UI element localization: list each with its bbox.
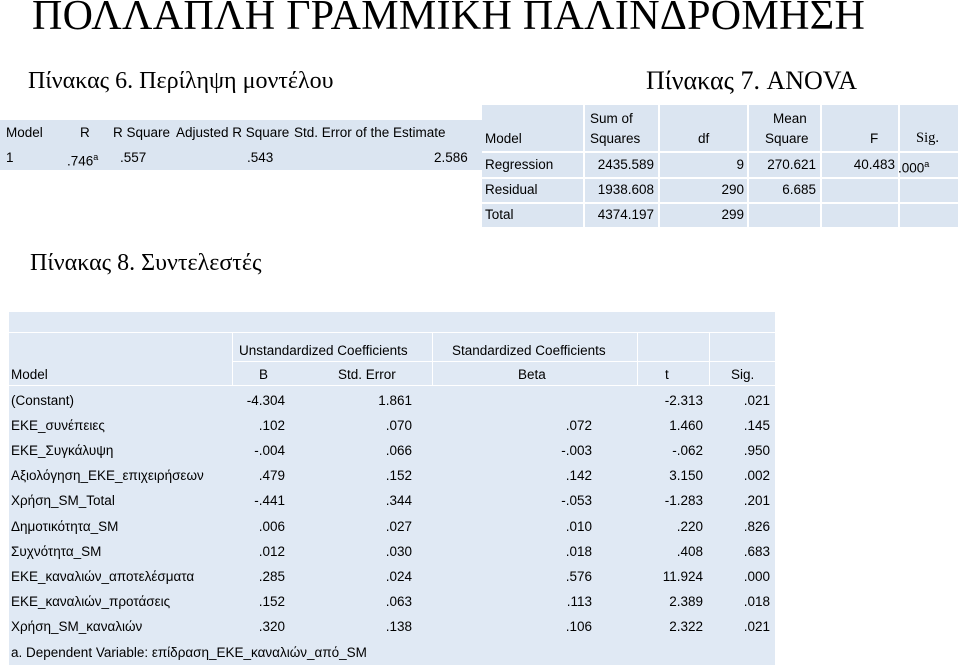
t7-header-sum-sq-2: Squares [590,131,641,146]
t7-row-regression-mean-sq: 270.621 [767,157,816,172]
t6-cell-model: 1 [6,150,14,165]
t8-row-9-se: .138 [385,618,412,634]
t8-row-7-t: 11.924 [662,568,703,584]
t8-row-5-name: Δημοτικότητα_SM [11,518,119,534]
t8-row-6-beta: .018 [565,543,592,559]
t7-row-residual-df: 290 [721,182,744,197]
t8-row-8-se: .063 [385,593,412,609]
t8-row-1-se: .070 [385,418,412,434]
t8-row-9-sig: .021 [743,618,770,634]
t8-row-5-t: .220 [676,518,703,534]
t7-row-residual-model: Residual [485,182,538,197]
t7-header-df: df [698,131,710,146]
t8-row-6-t: .408 [676,543,703,559]
t7-header-model: Model [485,131,522,146]
t8-row-1-beta: .072 [565,418,592,434]
t8-row-1-b: .102 [258,418,285,434]
t8-footnote: a. Dependent Variable: επίδραση_ΕΚΕ_καναλιών_από_SM [11,645,367,660]
t6-cell-r: .746$^a$ [67,152,99,169]
t8-row-2-sig: .950 [743,443,770,459]
t6-header-r: R [80,125,90,140]
t7-row-regression-f: 40.483 [853,157,895,172]
t8-row-4-b: -.441 [254,493,285,509]
t7-row-residual-sum-sq: 1938.608 [597,182,654,197]
t8-header-beta: Beta [518,367,546,382]
t6-cell-r-square: .557 [120,150,147,165]
table7-caption: Πίνακας 7. ANOVA [646,66,857,95]
t8-row-7-b: .285 [258,568,285,584]
anova-table [482,105,958,227]
t8-row-4-beta: -.053 [561,493,592,509]
t8-row-5-b: .006 [258,518,285,534]
t8-header-std-error: Std. Error [338,367,396,382]
t8-row-3-beta: .142 [565,468,592,484]
t8-row-5-sig: .826 [743,518,770,534]
t8-row-8-sig: .018 [743,593,770,609]
t7-row-regression-model: Regression [485,157,554,172]
t8-row-8-t: 2.389 [669,593,703,609]
t8-row-3-se: .152 [385,468,412,484]
t8-row-0-se: 1.861 [378,393,412,408]
t8-row-4-sig: .201 [743,493,770,509]
t8-row-2-t: -.062 [672,443,703,459]
t6-header-adj-r-square: Adjusted R Square [176,125,290,140]
t8-row-3-name: Αξιολόγηση_ΕΚΕ_επιχειρήσεων [11,468,204,484]
t7-header-sig: Sig. [916,130,939,146]
t8-row-2-se: .066 [385,443,412,459]
t7-row-regression-sum-sq: 2435.589 [597,157,654,172]
t8-row-5-se: .027 [385,518,412,534]
t6-cell-adj-r-square: .543 [247,150,274,165]
t6-cell-std-error: 2.586 [434,150,468,165]
t7-header-mean-sq-1: Mean [773,111,807,126]
t8-header-b: B [259,367,269,382]
t8-row-4-t: -1.283 [664,493,703,509]
t8-row-0-name: (Constant) [11,393,75,408]
t7-row-regression-sig: .000$^a$ [898,159,930,176]
t6-header-r-square: R Square [113,125,171,140]
t8-row-2-name: ΕΚΕ_Συγκάλυψη [11,443,114,459]
coefficients-table [9,312,775,665]
t8-row-1-sig: .145 [743,418,770,434]
t8-header-model: Model [11,367,48,382]
t8-row-7-beta: .576 [565,568,592,584]
t8-row-3-sig: .002 [743,468,770,484]
t7-row-total-sum-sq: 4374.197 [597,207,654,222]
t8-row-6-b: .012 [258,543,285,559]
t8-row-3-b: .479 [258,468,285,484]
t7-header-mean-sq-2: Square [765,131,809,146]
t7-header-sum-sq-1: Sum of [590,111,633,126]
t8-row-7-sig: .000 [743,568,770,584]
t8-row-5-beta: .010 [565,518,592,534]
t8-row-4-se: .344 [385,493,412,509]
t7-row-total-model: Total [485,207,514,222]
t7-header-f: F [870,131,879,146]
model-summary-table [0,120,482,170]
table6-caption: Πίνακας 6. Περίληψη μοντέλου [28,68,334,94]
t8-row-3-t: 3.150 [669,468,703,484]
t8-row-7-name: ΕΚΕ_καναλιών_αποτελέσματα [11,568,195,584]
t7-row-regression-df: 9 [736,157,744,172]
t8-row-4-name: Χρήση_SM_Total [11,493,115,509]
t6-header-model: Model [6,125,43,140]
t8-row-0-sig: .021 [743,393,770,408]
t8-header-sig: Sig. [731,367,755,382]
t8-row-9-t: 2.322 [669,618,703,634]
t8-row-2-b: -.004 [254,443,285,459]
t8-row-9-beta: .106 [565,618,592,634]
t8-row-0-b: -4.304 [246,393,285,408]
t8-row-9-name: Χρήση_SM_καναλιών [11,618,143,634]
table8-caption: Πίνακας 8. Συντελεστές [30,250,262,276]
t8-row-8-beta: .113 [566,593,592,609]
t8-row-8-b: .152 [258,593,285,609]
t8-group-standardized: Standardized Coefficients [452,343,606,358]
t8-row-6-name: Συχνότητα_SM [11,543,102,559]
t8-row-1-t: 1.460 [669,418,703,434]
t8-row-7-se: .024 [385,568,412,584]
t8-header-t: t [665,367,669,382]
page-title: ΠΟΛΛΑΠΛΗ ΓΡΑΜΜΙΚΗ ΠΑΛΙΝΔΡΟΜΗΣΗ [32,0,866,39]
t8-row-0-t: -2.313 [664,393,703,408]
t7-row-residual-mean-sq: 6.685 [782,182,816,197]
t8-row-8-name: ΕΚΕ_καναλιών_προτάσεις [11,593,171,609]
t7-row-total-df: 299 [721,207,744,222]
t8-row-1-name: ΕΚΕ_συνέπειες [11,418,105,434]
t6-header-std-error: Std. Error of the Estimate [294,125,446,140]
t8-row-9-b: .320 [258,618,285,634]
t8-group-unstandardized: Unstandardized Coefficients [239,343,408,358]
t8-row-6-se: .030 [385,543,412,559]
t8-row-6-sig: .683 [743,543,770,559]
t8-row-2-beta: -.003 [561,443,592,459]
